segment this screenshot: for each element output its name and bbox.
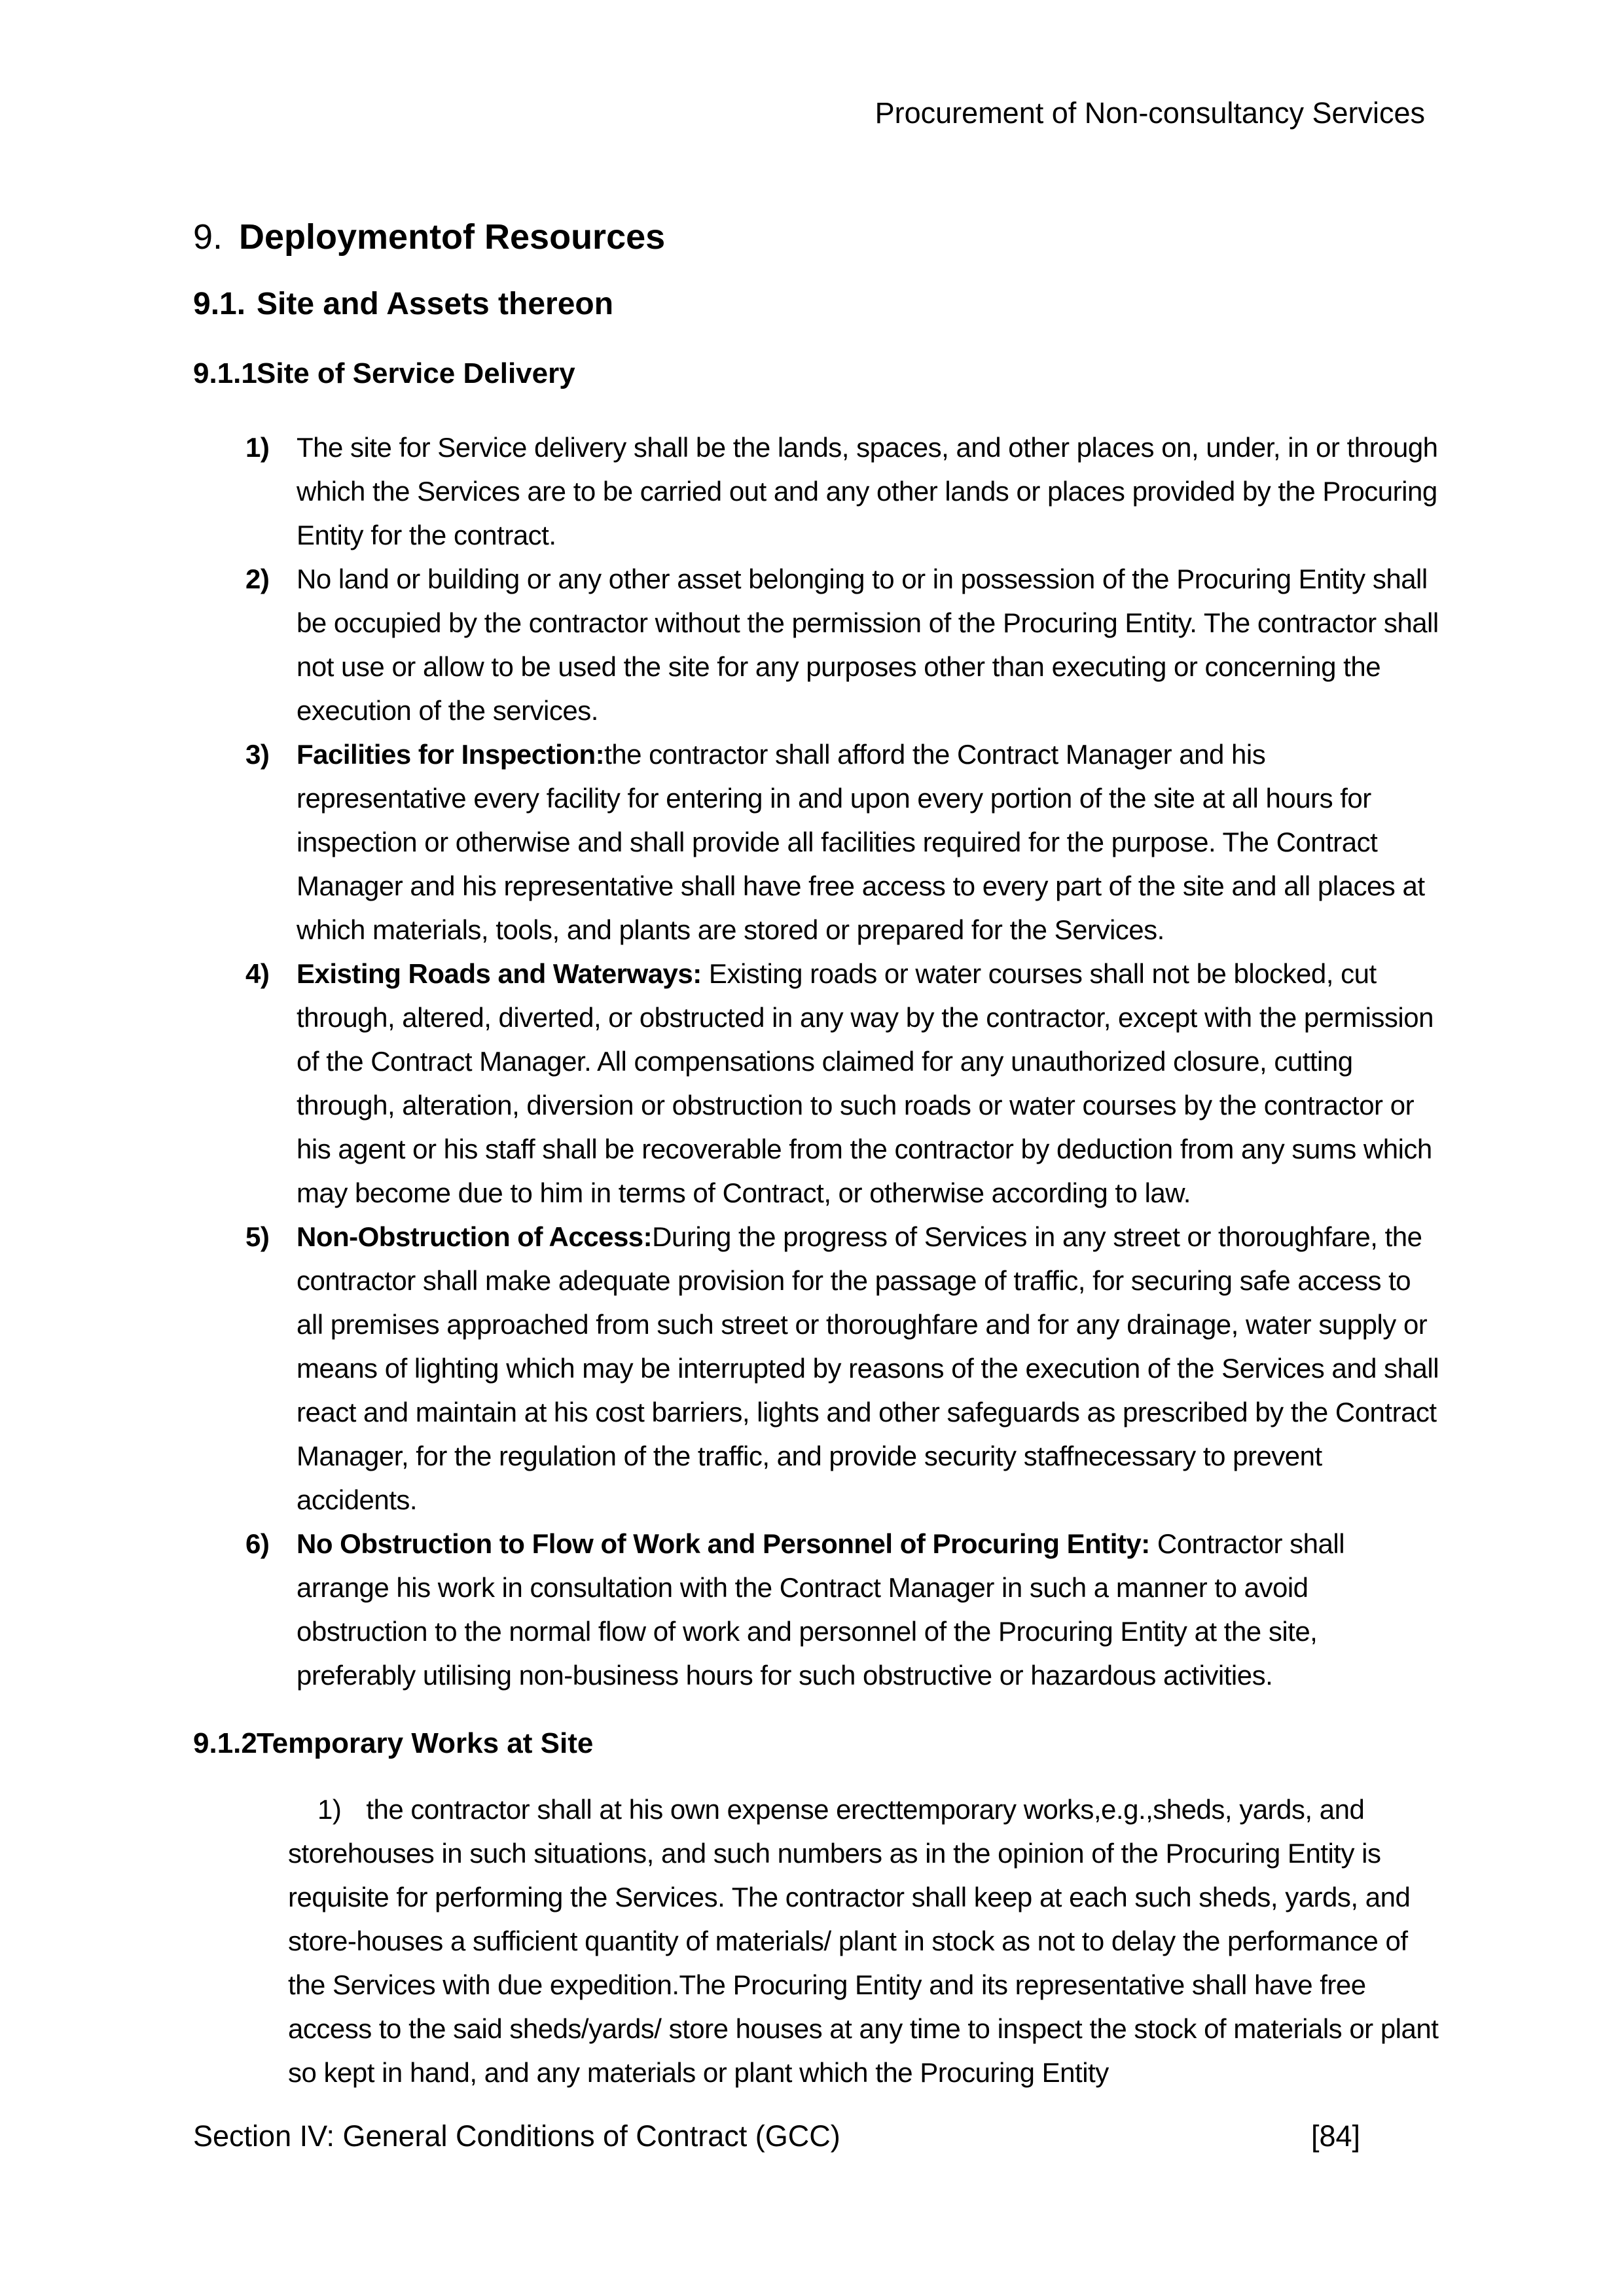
list-item-number: 5) xyxy=(245,1221,270,1252)
heading-number: 9.1.1 xyxy=(193,357,257,389)
list-item-number: 6) xyxy=(245,1528,270,1559)
heading-deployment-of-resources xyxy=(193,216,1439,258)
heading-number: 9.1.2 xyxy=(193,1727,257,1759)
heading-site-and-assets xyxy=(193,285,1439,323)
footer-page-number: [84] xyxy=(1310,2119,1360,2153)
list-item xyxy=(193,1522,1439,1697)
list-item-text: the contractor shall afford the Contract Manager and his representative every facility for entering in and upon every portion of the site at all hours for inspection or otherwise and shall provide all facilities required for the purpose. The Contract Manager and his representative shall have free access to every part of the site and all places at which materials, tools, and plants are stored or prepared for the Services. xyxy=(297,739,1425,945)
list-item-text: The site for Service delivery shall be the lands, spaces, and other places on, under, in or through which the Services are to be carried out and any other lands or places provided by the Procuring Entity for the contract. xyxy=(297,432,1438,550)
list-item-body xyxy=(297,1522,1439,1697)
list-item-body xyxy=(297,557,1439,732)
list-item-number: 1) xyxy=(245,432,270,463)
footer-section-label: Section IV: General Conditions of Contract (GCC) xyxy=(193,2119,840,2153)
list-item xyxy=(193,557,1439,732)
list-item xyxy=(193,952,1439,1215)
temporary-works-paragraph xyxy=(288,1787,1439,2094)
heading-number: 9.1. xyxy=(193,287,246,321)
list-item-number: 3) xyxy=(245,739,270,770)
list-item-lead: Existing Roads and Waterways: xyxy=(297,958,702,989)
paragraph-text: the contractor shall at his own expense erecttemporary works,e.g.,sheds, yards, and storehouses in such situations, and such numbers as in the opinion of the Procuring Entity is requisite for performing the Services. The contractor shall keep at each such sheds, yards, and store-houses a sufficient quantity of materials/ plant in stock as not to delay the performance of the Services with due expedition.The Procuring Entity and its representative shall have free access to the said sheds/yards/ store houses at any time to inspect the stock of materials or plant so kept in hand, and any materials or plant which the Procuring Entity xyxy=(288,1794,1439,2088)
list-item-number: 2) xyxy=(245,564,270,594)
heading-number: 9. xyxy=(193,217,223,257)
paragraph-number: 1) xyxy=(317,1794,342,1825)
list-item-body xyxy=(297,1215,1439,1522)
list-item-body xyxy=(297,425,1439,557)
list-item-body xyxy=(297,952,1439,1215)
page-footer xyxy=(193,2119,1431,2153)
list-item-text: Existing roads or water courses shall not be blocked, cut through, altered, diverted, or obstructed in any way by the contractor, except with the permission of the Contract Manager. All compensations claimed for any unauthorized closure, cutting through, alteration, diversion or obstruction to such roads or water courses by the contractor or his agent or his staff shall be recoverable from the contractor by deduction from any sums which may become due to him in terms of Contract, or otherwise according to law. xyxy=(297,958,1434,1208)
list-item-number: 4) xyxy=(245,958,270,989)
document-content xyxy=(193,196,1439,2094)
list-item-lead: Non-Obstruction of Access: xyxy=(297,1221,653,1252)
list-item-text: Contractor shall arrange his work in consultation with the Contract Manager in such a manner to avoid obstruction to the normal flow of work and personnel of the Procuring Entity at the site, preferably utilising non-business hours for such obstructive or hazardous activities. xyxy=(297,1528,1345,1691)
list-item-text: No land or building or any other asset belonging to or in possession of the Procuring Entity shall be occupied by the contractor without the permission of the Procuring Entity. The contractor shall not use or allow to be used the site for any purposes other than executing or concerning the execution of the services. xyxy=(297,564,1439,726)
page-header xyxy=(193,97,1425,130)
list-item-text: During the progress of Services in any street or thoroughfare, the contractor shall make adequate provision for the passage of traffic, for securing safe access to all premises approached from such street or thoroughfare and for any drainage, water supply or means of lighting which may be interrupted by reasons of the execution of the Services and shall react and maintain at his cost barriers, lights and other safeguards as prescribed by the Contract Manager, for the regulation of the traffic, and provide security staffnecessary to prevent accidents. xyxy=(297,1221,1439,1515)
list-item-lead: No Obstruction to Flow of Work and Personnel of Procuring Entity: xyxy=(297,1528,1150,1559)
list-item-body xyxy=(297,732,1439,952)
list-item xyxy=(193,425,1439,557)
header-title: Procurement of Non-consultancy Services xyxy=(875,96,1425,130)
list-item xyxy=(193,1215,1439,1522)
list-item xyxy=(193,732,1439,952)
list-item-lead: Facilities for Inspection: xyxy=(297,739,605,770)
heading-temporary-works-at-site xyxy=(193,1726,1439,1761)
heading-site-of-service-delivery xyxy=(193,356,1439,391)
heading-text: Site of Service Delivery xyxy=(257,357,575,389)
heading-text: Site and Assets thereon xyxy=(257,287,614,321)
heading-text: Deploymentof Resources xyxy=(239,217,666,257)
heading-text: Temporary Works at Site xyxy=(257,1727,594,1759)
numbered-list xyxy=(193,425,1439,1697)
